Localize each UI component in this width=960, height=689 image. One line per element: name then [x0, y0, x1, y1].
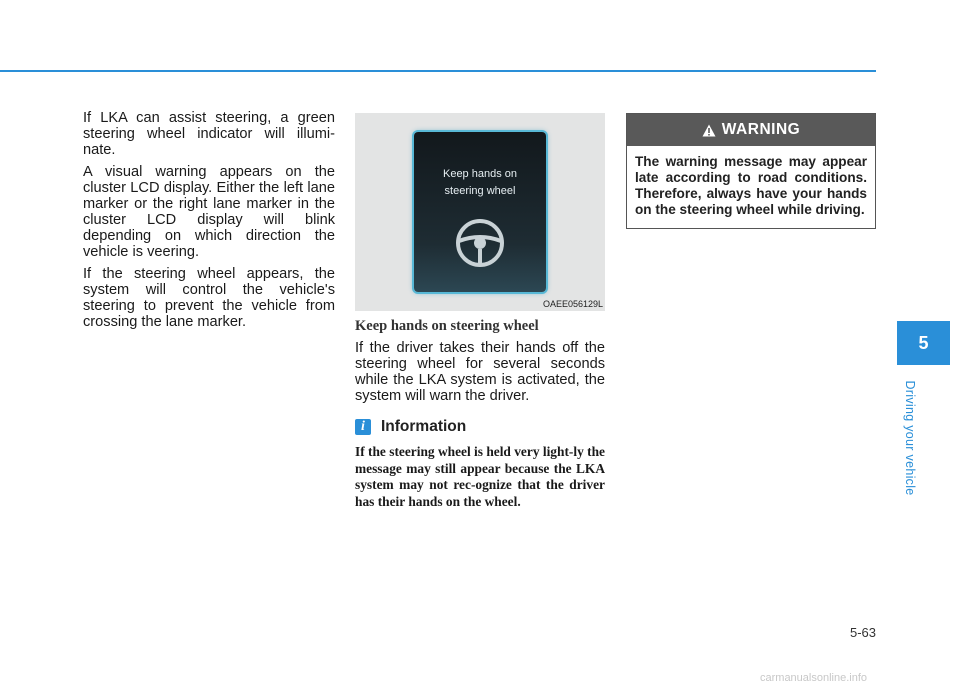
cluster-display-figure [355, 113, 605, 311]
information-icon: i [355, 419, 371, 435]
chapter-tab: 5 [897, 321, 950, 365]
warning-body: The warning message may appear late according to road conditions. Therefore, always have your hands on the steering wheel while driving. [635, 154, 867, 217]
steering-wheel-icon [454, 217, 506, 269]
chapter-title [902, 368, 918, 508]
information-header [355, 418, 605, 436]
paragraph-visual-warning: A visual warning appears on the cluster LCD display. Either the left lane marker or the right lane marker in the cluster LCD display will blink depending on which direction the vehicle is veering. [83, 164, 335, 260]
header-rule [0, 70, 876, 72]
middle-column [355, 113, 605, 510]
left-column [83, 110, 335, 336]
information-title: Information [381, 418, 467, 435]
figure-code: OAEE056129L [542, 299, 603, 309]
section-heading: Keep hands on steering wheel [355, 318, 539, 334]
right-column [626, 113, 876, 229]
warning-triangle-icon [702, 124, 716, 137]
warning-header [627, 114, 875, 146]
paragraph-green-indicator: If LKA can assist steering, a green steering wheel indicator will illumi-nate. [83, 110, 335, 158]
warning-box [626, 113, 876, 229]
cluster-lcd-display [414, 132, 546, 292]
display-message: Keep hands on steering wheel [442, 168, 517, 197]
chapter-title-text: Driving your vehicle [903, 380, 917, 496]
page-number: 5-63 [849, 625, 876, 640]
warning-title: WARNING [721, 121, 801, 138]
watermark: carmanualsonline.info [760, 672, 868, 684]
information-body: If the steering wheel is held very light-ly the message may still appear because the LKA system may not rec-ognize that the driver has their hands on the wheel. [355, 444, 605, 509]
section-body: If the driver takes their hands off the steering wheel for several seconds while the LKA system is activated, the system will warn the driver. [355, 340, 605, 404]
paragraph-steering-control: If the steering wheel appears, the system will control the vehicle's steering to prevent the vehicle from crossing the lane marker. [83, 266, 335, 330]
